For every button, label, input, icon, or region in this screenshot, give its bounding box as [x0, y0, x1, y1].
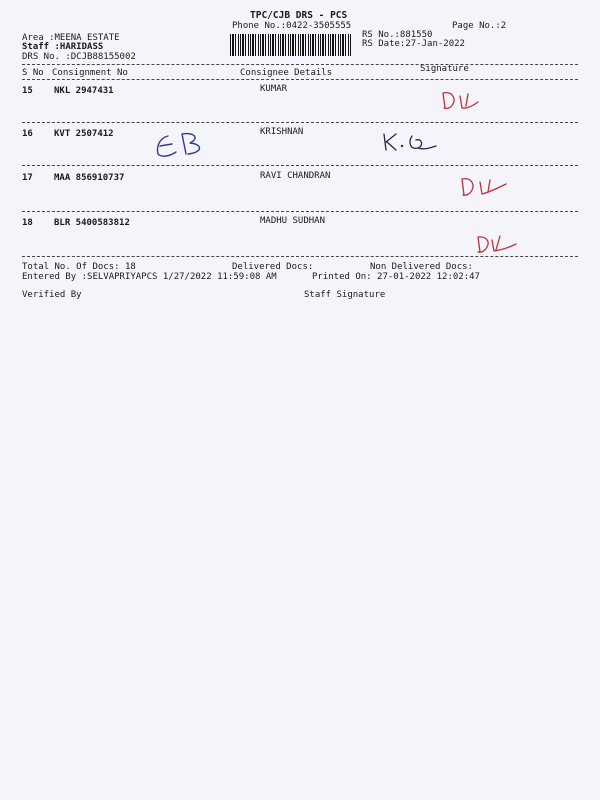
rs-date: RS Date:27-Jan-2022 [362, 39, 465, 49]
row-divider [22, 165, 578, 166]
page-number: Page No.:2 [452, 21, 507, 31]
entered-by: Entered By :SELVAPRIYAPCS 1/27/2022 11:59:08 AM [22, 272, 277, 282]
row-consignment-no: KVT 2507412 [54, 129, 114, 139]
phone-number: Phone No.:0422-3505555 [232, 21, 352, 31]
row-sno: 17 [22, 173, 33, 183]
handwritten-signature-icon [472, 232, 542, 258]
staff-label: Staff :HARIDASS [22, 42, 104, 52]
row-consignment-no: NKL 2947431 [54, 86, 114, 96]
row-divider [22, 122, 578, 123]
document-title: TPC/CJB DRS - PCS [250, 10, 348, 21]
column-header-sno: S No [22, 68, 44, 78]
row-consignment-no: BLR 5400583812 [54, 218, 130, 228]
row-divider [22, 256, 578, 257]
header-divider [22, 64, 578, 65]
column-header-signature: Signature [420, 64, 469, 74]
total-docs: Total No. Of Docs: 18 [22, 262, 136, 272]
column-header-consignee: Consignee Details [240, 68, 333, 78]
handwritten-signature-icon [438, 88, 508, 114]
row-consignee: RAVI CHANDRAN [260, 171, 331, 181]
area-label: Area :MEENA ESTATE [22, 33, 120, 43]
non-delivered-docs: Non Delivered Docs: [370, 262, 473, 272]
row-consignee: KUMAR [260, 84, 288, 94]
handwritten-signature-icon [378, 130, 440, 156]
row-sno: 18 [22, 218, 33, 228]
row-consignment-no: MAA 856910737 [54, 173, 125, 183]
delivered-docs: Delivered Docs: [232, 262, 314, 272]
row-consignee: KRISHNAN [260, 127, 304, 137]
column-divider [22, 79, 578, 80]
column-header-consignment: Consignment No [52, 68, 128, 78]
row-consignee: MADHU SUDHAN [260, 216, 326, 226]
barcode-icon [230, 34, 352, 56]
row-sno: 15 [22, 86, 33, 96]
row-divider [22, 211, 578, 212]
handwritten-signature-icon [456, 174, 526, 200]
staff-signature-label: Staff Signature [304, 290, 386, 300]
verified-by-label: Verified By [22, 290, 82, 300]
row-sno: 16 [22, 129, 33, 139]
printed-on: Printed On: 27-01-2022 12:02:47 [312, 272, 480, 282]
drs-number: DRS No. :DCJB88155002 [22, 52, 136, 62]
handwritten-initials-icon [150, 128, 220, 162]
rs-number: RS No.:881550 [362, 30, 433, 40]
